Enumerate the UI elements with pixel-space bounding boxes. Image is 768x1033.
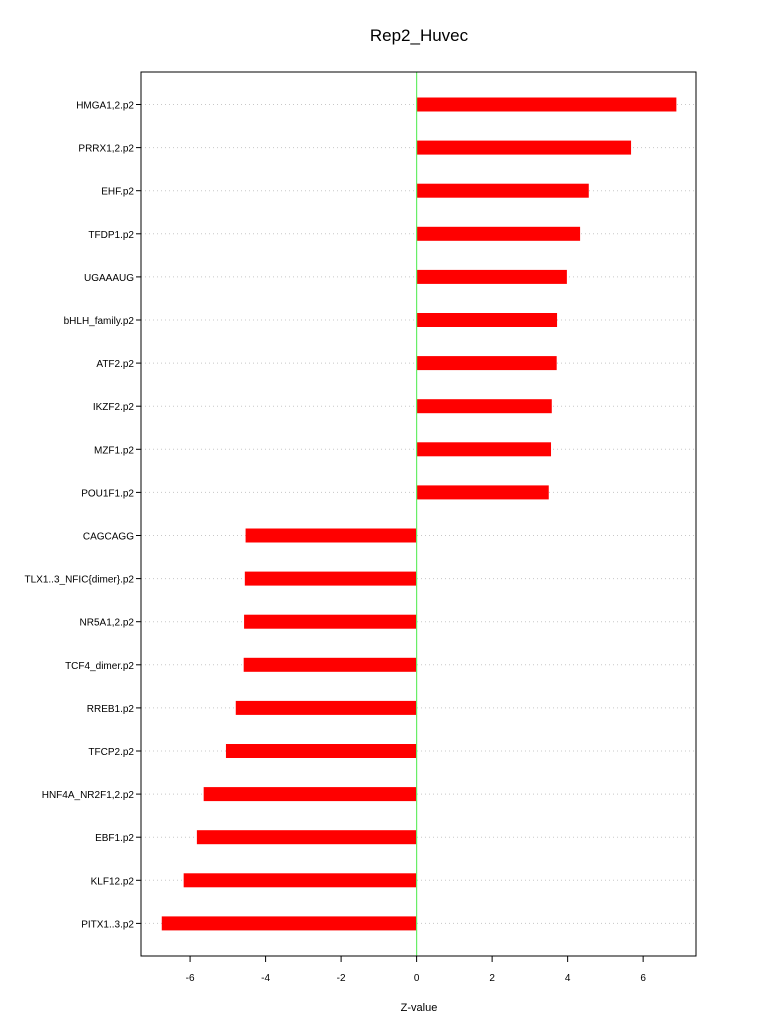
x-tick-label: -2 [336,973,346,984]
plot-frame [141,72,696,956]
category-label: EBF1.p2 [95,833,134,845]
category-label: HNF4A_NR2F1,2.p2 [41,790,134,802]
category-label: PRRX1,2.p2 [78,143,134,155]
bar [246,529,417,543]
bar [417,98,677,112]
x-axis-ticks [186,956,647,984]
bar [184,873,417,887]
bar [244,658,417,672]
bar [417,442,551,456]
category-label: KLF12.p2 [90,876,134,888]
x-tick-label: 2 [489,973,495,984]
category-label: bHLH_family.p2 [63,316,134,327]
bar [417,313,557,327]
x-tick-label: 4 [564,973,571,984]
category-label: EHF.p2 [101,186,134,198]
bar [417,399,552,413]
bar [204,787,417,801]
chart-title: Rep2_Huvec [369,26,469,45]
x-tick-label: -4 [261,973,271,984]
category-label: TFDP1.p2 [88,229,134,241]
category-label: TLX1..3_NFIC{dimer}.p2 [24,574,134,586]
bar [226,744,417,758]
bar [236,701,417,715]
category-label: IKZF2.p2 [92,402,134,414]
category-label: PITX1..3.p2 [81,919,134,931]
bar [162,916,417,930]
bar [417,270,567,284]
category-label: HMGA1,2.p2 [76,100,134,112]
category-label: ATF2.p2 [96,359,134,371]
bar [417,141,631,155]
bar [417,485,549,499]
bar [245,572,417,586]
category-label: TCF4_dimer.p2 [65,660,134,672]
bar [417,227,580,241]
category-label: NR5A1,2.p2 [79,617,134,629]
bars [162,98,677,931]
category-label: POU1F1.p2 [81,488,134,500]
bar [417,356,557,370]
category-label: UGAAAUG [83,272,134,284]
category-label: TFCP2.p2 [88,747,134,758]
x-axis-label: Z-value [400,1002,438,1014]
x-tick-label: 6 [640,973,646,984]
category-label: RREB1.p2 [86,703,134,715]
category-labels [25,101,142,931]
bar [197,830,417,844]
x-tick-label: 0 [413,973,420,984]
bar [417,184,589,198]
category-label: CAGCAGG [82,531,134,543]
bar [244,615,417,629]
x-tick-label: -6 [185,973,195,984]
category-label: MZF1.p2 [93,445,134,457]
